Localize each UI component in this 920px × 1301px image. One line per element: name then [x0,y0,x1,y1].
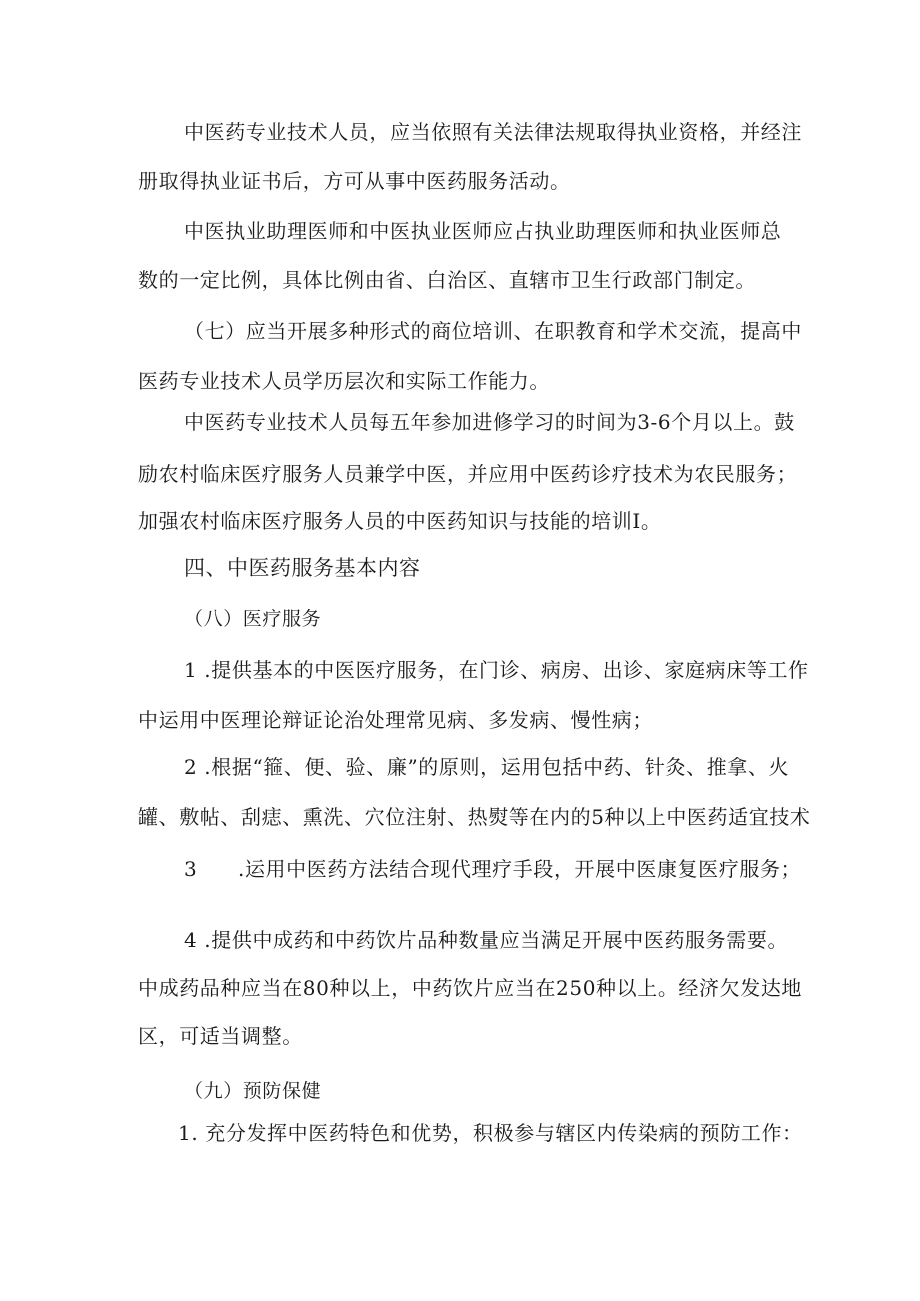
list-item-line: 中成药品种应当在80种以上，中药饮片应当在250种以上。经济欠发达地 [138,976,803,1000]
paragraph-line: 医药专业技术人员学历层次和实际工作能力。 [138,369,550,393]
paragraph-line: 励农村临床医疗服务人员兼学中医，并应用中医药诊疗技术为农民服务； [138,462,798,486]
list-item-text: .运用中医药方法结合现代理疗手段，开展中医康复医疗服务； [238,857,802,881]
list-item-line: 中运用中医理论辩证论治处理常见病、多发病、慢性病； [138,708,653,732]
paragraph-line: 中医执业助理医师和中医执业医师应占执业助理医师和执业医师总 [184,219,782,243]
list-item-line: 罐、敷帖、刮痣、熏洗、穴位注射、热熨等在内的5种以上中医药适宜技术 [138,805,811,829]
list-number: 3 [184,857,198,881]
paragraph-line: 中医药专业技术人员，应当依照有关法律法规取得执业资格，并经注 [184,120,802,144]
paragraph-line: 册取得执业证书后，方可从事中医药服务活动。 [138,169,571,193]
subsection-heading: （九）预防保健 [184,1080,322,1102]
list-item-line: 1. 充分发挥中医药特色和优势，积极参与辖区内传染病的预防工作： [178,1121,803,1145]
paragraph-line: 中医药专业技术人员每五年参加进修学习的时间为3-6个月以上。鼓 [184,410,795,434]
list-item-line: 2 .根据“箍、便、验、廉”的原则，运用包括中药、针灸、推拿、火 [184,755,790,779]
section-heading: 四、中医药服务基本内容 [184,556,421,580]
list-item-line: 1 .提供基本的中医医疗服务，在门诊、病房、出诊、家庭病床等工作 [184,658,809,682]
list-item-line: 区，可适当调整。 [138,1024,303,1048]
list-item-line [184,855,801,883]
list-item-line: 4 .提供中成药和中药饮片品种数量应当满足开展中医药服务需要。 [184,928,789,952]
paragraph-line: 数的一定比例，具体比例由省、白治区、直辖市卫生行政部门制定。 [138,268,756,292]
paragraph-line: 加强农村临床医疗服务人员的中医药知识与技能的培训I。 [138,509,662,533]
subsection-heading: （八）医疗服务 [184,608,322,630]
paragraph-line: （七）应当开展多种形式的商位培训、在职教育和学术交流，提高中 [184,319,802,343]
